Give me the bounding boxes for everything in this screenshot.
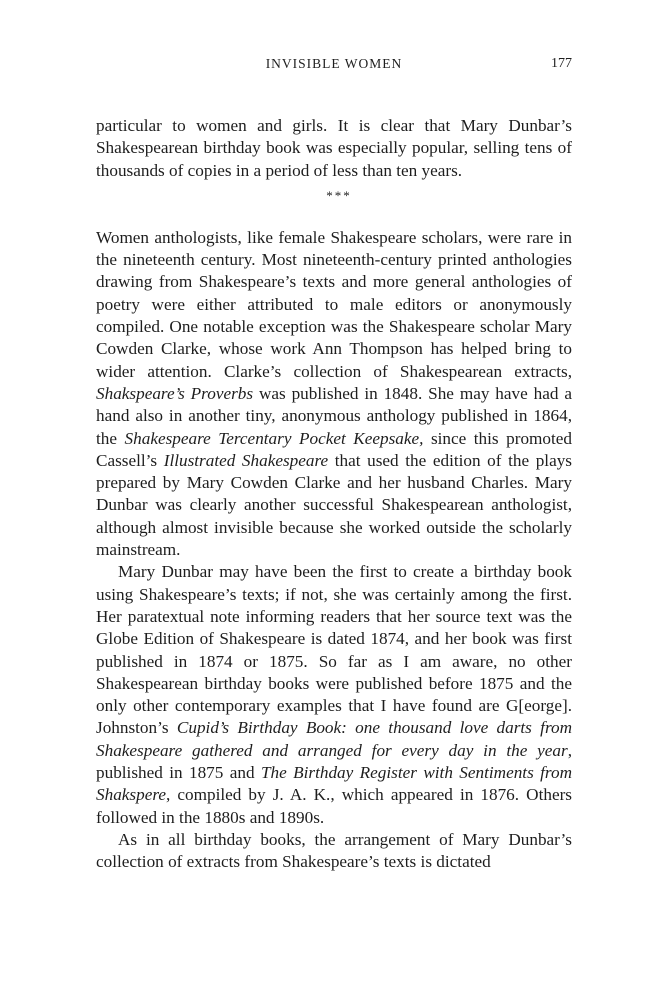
italic-title: Shakespeare Tercentary Pocket Keepsake, [124,428,424,448]
running-head [96,56,572,76]
running-title: INVISIBLE WOMEN [265,56,403,71]
italic-title: Illustrated Shakespeare [163,450,329,470]
page-number: 177 [551,56,572,71]
text-run: since this promoted Cassell’s [96,428,573,470]
section-break: *** [326,187,352,203]
paragraph [96,115,572,182]
paragraph [96,227,572,561]
italic-title: Cupid’s Birthday Book: one thousand love darts from Shakespeare gathered and arranged for every day in the year [96,718,572,760]
text-run: that used the edition of the plays prepared by Mary Cowden Clarke and her husband Charles. Mary Dunbar was clearly another successful Shakespearean anthologist, although almost invisible because she worked outside the scholarly mainstream. [96,450,572,560]
text-run: , compiled by J. A. K., which appeared in 1876. Others followed in the 1880s and 1890s. [96,785,572,827]
paragraph [96,561,572,829]
text-run: particular to women and girls. It is clear that Mary Dunbar’s Shakespearean birthday book was especially popular, selling tens of thousands of copies in a period of less than ten years. [96,116,572,180]
text-run: As in all birthday books, the arrangement of Mary Dunbar’s collection of extracts from Shakespeare’s texts is dictated [96,829,572,872]
text-run: Mary Dunbar may have been the first to create a birthday book using Shakespeare’s texts; if not, she was certainly among the first. Her paratextual note informing readers that her source text was the Globe Edition of Shakespeare is dated 1874, and her book was first published in 1874 or 1875. So far as I am aware, no other Shakespearean birthday books were published before 1875 and the only other contemporary examples that I have found are G[eorge]. Johnston’s [96,562,572,738]
body-text [96,115,572,874]
text-run: , published in 1875 and [96,740,572,783]
italic-title: Shakspeare’s Proverbs [96,383,254,403]
italic-title: The Birthday Register with Sentiments from Shakspere [96,763,572,805]
paragraph [96,829,572,874]
text-run: Women anthologists, like female Shakespeare scholars, were rare in the nineteenth century. Most nineteenth-century printed anthologies drawing from Shakespeare’s texts and more general anthologies of poetry were either attributed to male editors or anonymously compiled. One notable exception was the Shakespeare scholar Mary Cowden Clarke, whose work Ann Thompson has helped bring to wider attention. Clarke’s collection of Shakespearean extracts, [96,227,572,381]
text-run: was published in 1848. She may have had a hand also in another tiny, anonymous anthology published in 1864, the [96,383,572,448]
